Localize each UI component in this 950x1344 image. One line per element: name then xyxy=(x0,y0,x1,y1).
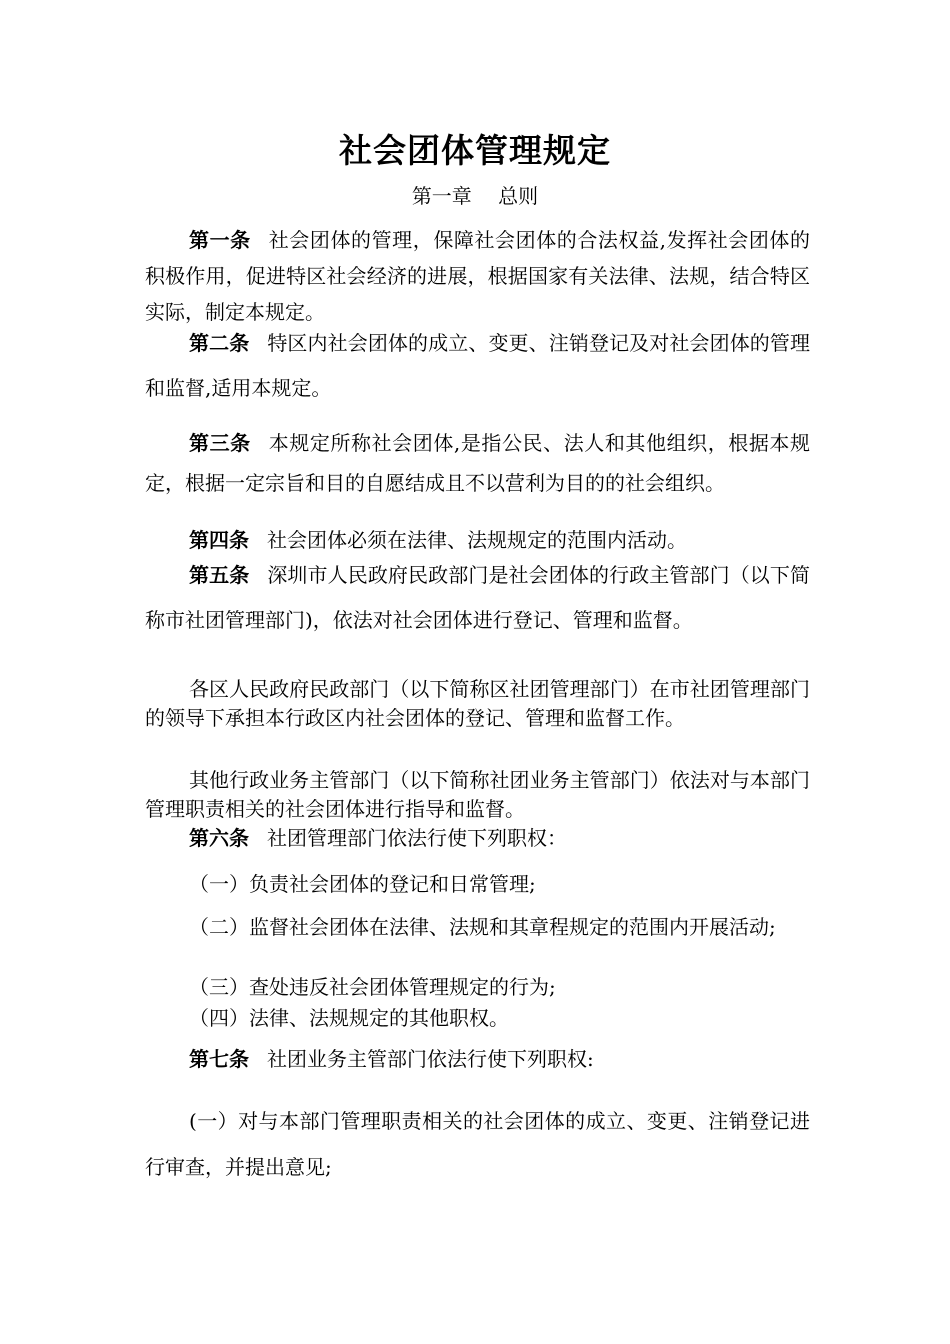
article-label: 第二条 xyxy=(189,331,250,355)
article-4 xyxy=(145,525,810,555)
article-5 xyxy=(145,553,810,643)
article-7-item-1 xyxy=(145,1098,810,1190)
item-text: （三）查处违反社会团体管理规定的行为; xyxy=(189,975,556,999)
document-title: 社会团体管理规定 xyxy=(339,131,611,170)
article-text: 社团管理部门依法行使下列职权： xyxy=(267,826,567,850)
paragraph-district-departments xyxy=(145,675,810,733)
article-7 xyxy=(145,1044,810,1074)
article-label: 第四条 xyxy=(189,528,249,552)
paragraph-text: 各区人民政府民政部门（以下简称区社团管理部门）在市社团管理部门的领导下承担本行政区内社会团体的登记、管理和监督工作。 xyxy=(145,677,810,730)
item-text: （四）法律、法规规定的其他职权。 xyxy=(189,1006,509,1030)
article-label: 第三条 xyxy=(189,431,251,455)
article-text: 社会团体必须在法律、法规规定的范围内活动。 xyxy=(267,528,687,552)
paragraph-text: 其他行政业务主管部门（以下简称社团业务主管部门）依法对与本部门管理职责相关的社会团体进行指导和监督。 xyxy=(145,768,810,821)
article-text: 特区内社会团体的成立、变更、注销登记及对社会团体的管理和监督,适用本规定。 xyxy=(145,331,811,400)
chapter-heading: 第一章 总则 xyxy=(411,184,539,208)
article-1 xyxy=(145,222,810,330)
article-text: 社会团体的管理，保障社会团体的合法权益,发挥社会团体的积极作用，促进特区社会经济的进展，根据国家有关法律、法规，结合特区实际，制定本规定。 xyxy=(145,228,811,324)
article-text: 深圳市人民政府民政部门是社会团体的行政主管部门（以下简称市社团管理部门)，依法对社会团体进行登记、管理和监督。 xyxy=(145,563,811,632)
article-text: 本规定所称社会团体,是指公民、法人和其他组织，根据本规定，根据一定宗旨和目的自愿结成且不以营利为目的的社会组织。 xyxy=(145,431,811,495)
item-text: （一）负责社会团体的登记和日常管理; xyxy=(189,872,536,896)
article-3 xyxy=(145,423,810,503)
article-label: 第一条 xyxy=(189,228,251,252)
paragraph-other-departments xyxy=(145,766,810,824)
article-text: 社团业务主管部门依法行使下列职权: xyxy=(267,1047,594,1071)
article-label: 第五条 xyxy=(189,563,250,587)
item-text: （二）监督社会团体在法律、法规和其章程规定的范围内开展活动; xyxy=(189,915,776,939)
article-2 xyxy=(145,321,810,411)
article-6 xyxy=(145,823,810,853)
article-label: 第七条 xyxy=(189,1047,249,1071)
article-6-item-2 xyxy=(145,912,810,943)
article-6-item-3 xyxy=(145,972,810,1002)
article-6-item-1 xyxy=(145,869,810,899)
article-label: 第六条 xyxy=(189,826,249,850)
article-6-item-4 xyxy=(145,1003,810,1033)
item-text: (一）对与本部门管理职责相关的社会团体的成立、变更、注销登记进行审查，并提出意见; xyxy=(145,1109,810,1179)
